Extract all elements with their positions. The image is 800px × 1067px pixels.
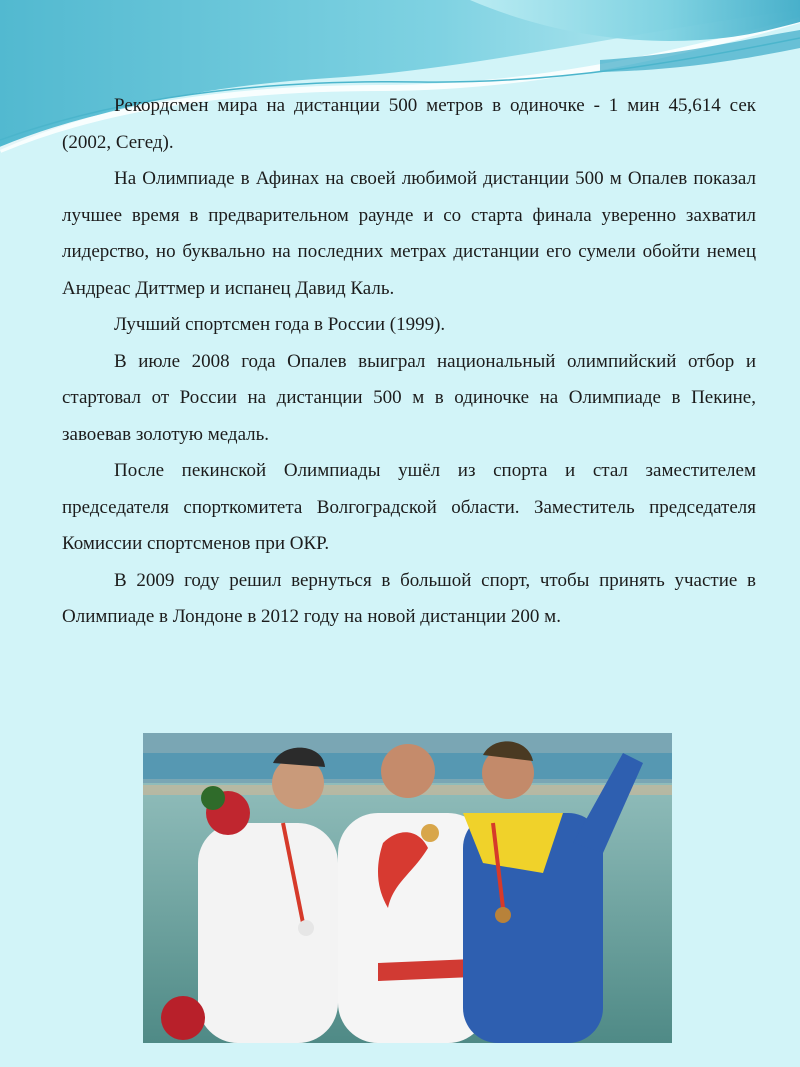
paragraph-athens-olympics: На Олимпиаде в Афинах на своей любимой дистанции 500 м Опалев показал лучшее время в предварительном раунде и со старта финала уверенно захватил лидерство, но буквально на последних метрах дистанции его сумели обойти немец Андреас Диттмер и испанец Давид Каль. (62, 168, 756, 299)
paragraph-comeback: В 2009 году решил вернуться в большой спорт, чтобы принять участие в Олимпиаде в Лондоне в 2012 году на новой дистанции 200 м. (62, 569, 756, 627)
podium-photo (143, 733, 672, 1043)
paragraph-beijing-gold: В июле 2008 года Опалев выиграл национальный олимпийский отбор и стартовал от России на дистанции 500 м в одиночке на Олимпиаде в Пекине, завоевав золотую медаль. (62, 350, 756, 445)
paragraph-world-record: Рекордсмен мира на дистанции 500 метров в одиночке - 1 мин 45,614 сек (2002, Сегед). (62, 95, 756, 153)
main-text (62, 88, 756, 636)
paragraph-best-athlete: Лучший спортсмен года в России (1999). (114, 314, 446, 335)
paragraph-retirement: После пекинской Олимпиады ушёл из спорта и стал заместителем председателя спорткомитета Волгоградской области. Заместитель председателя Комиссии спортсменов при ОКР. (62, 460, 756, 554)
